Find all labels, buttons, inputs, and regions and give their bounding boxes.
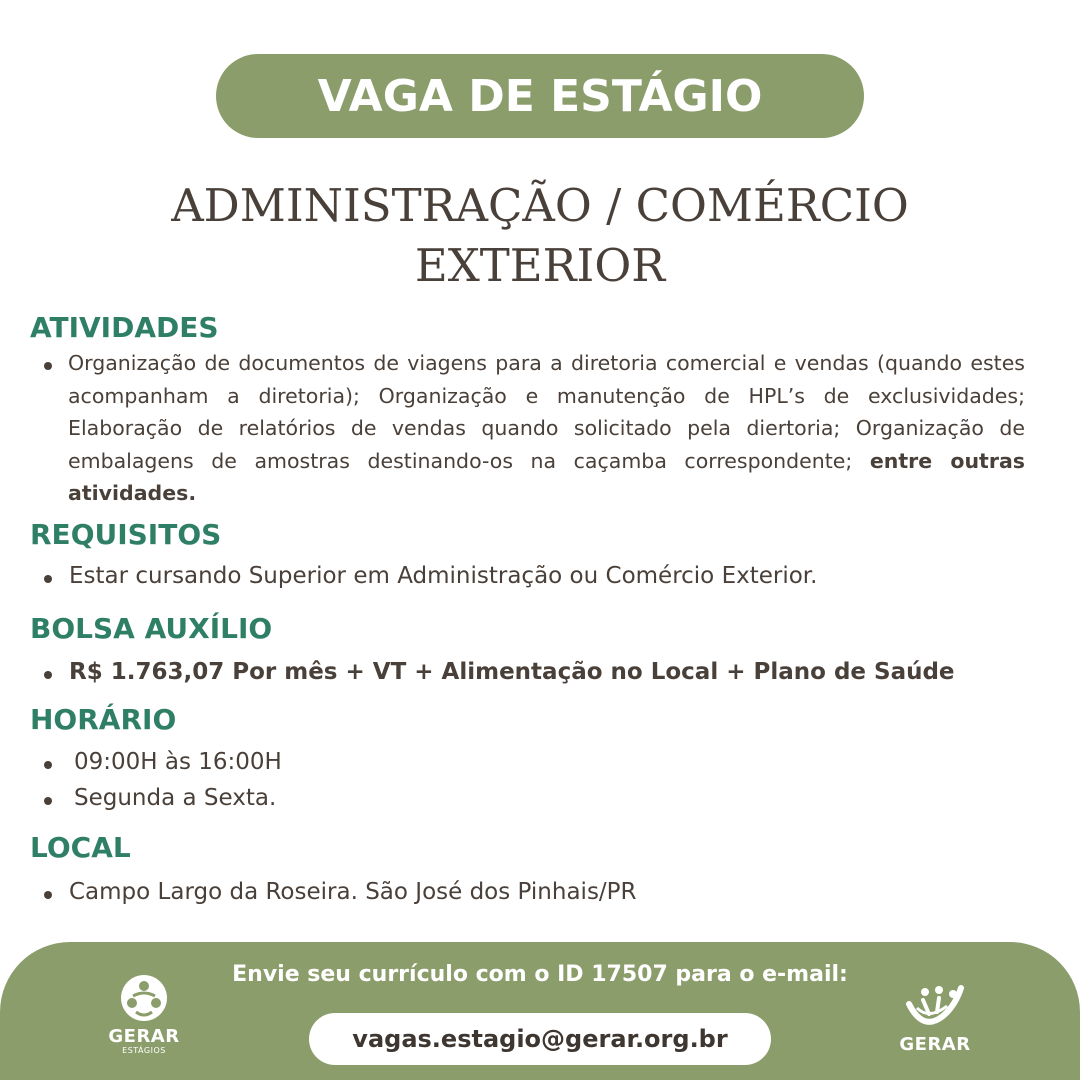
bolsa-item <box>44 659 1025 685</box>
atividades-text <box>68 347 1025 510</box>
bullet-icon <box>44 575 52 583</box>
horario-text-2: Segunda a Sexta. <box>74 785 277 811</box>
footer-instruction: Envie seu currículo com o ID 17507 para o e-mail: <box>232 962 848 987</box>
logo-right-word: GERAR <box>899 1034 971 1055</box>
job-title <box>60 176 1020 296</box>
horario-heading: HORÁRIO <box>30 703 177 736</box>
logo-left-sub: ESTÁGIOS <box>122 1046 166 1055</box>
bolsa-heading: BOLSA AUXÍLIO <box>30 612 273 645</box>
atividades-item <box>44 347 1025 510</box>
bullet-icon <box>44 362 52 370</box>
bullet-icon <box>44 761 52 769</box>
header-banner <box>216 54 864 138</box>
gerar-estagios-logo-icon <box>118 972 170 1024</box>
local-heading: LOCAL <box>30 831 131 864</box>
bolsa-text: R$ 1.763,07 Por mês + VT + Alimentação no Local + Plano de Saúde <box>69 659 955 685</box>
requisitos-heading: REQUISITOS <box>30 518 222 551</box>
local-item <box>44 879 1025 905</box>
atividades-bold-suffix: entre outras atividades. <box>68 448 1025 505</box>
email-pill <box>309 1013 771 1065</box>
bullet-icon <box>44 891 52 899</box>
job-title-line2: EXTERIOR <box>414 239 666 292</box>
job-title-line1: ADMINISTRAÇÃO / COMÉRCIO <box>171 179 909 232</box>
banner-title: VAGA DE ESTÁGIO <box>317 70 763 122</box>
horario-item <box>44 785 1025 811</box>
bullet-icon <box>44 671 52 679</box>
gerar-estagios-logo <box>98 972 190 1064</box>
atividades-heading: ATIVIDADES <box>30 311 219 344</box>
bullet-icon <box>44 797 52 805</box>
logo-left-word: GERAR <box>108 1026 180 1047</box>
gerar-logo-icon <box>903 982 967 1032</box>
requisitos-item <box>44 563 1025 589</box>
contact-email[interactable]: vagas.estagio@gerar.org.br <box>352 1025 728 1053</box>
atividades-description: Organização de documentos de viagens para a diretoria comercial e vendas (quando estes acompanham a diretoria); Organização e manutenção de HPL’s de exclusividades; Elaboração de relatórios de vendas quando solicitado pela diertoria; Organização de embalagens de amostras destinando-os na caçamba correspondente; <box>68 351 1025 473</box>
requisitos-text: Estar cursando Superior em Administração ou Comércio Exterior. <box>69 563 818 589</box>
local-text: Campo Largo da Roseira. São José dos Pinhais/PR <box>69 879 637 905</box>
horario-text-1: 09:00H às 16:00H <box>74 749 282 775</box>
horario-item <box>44 749 1025 775</box>
gerar-logo <box>890 982 980 1062</box>
